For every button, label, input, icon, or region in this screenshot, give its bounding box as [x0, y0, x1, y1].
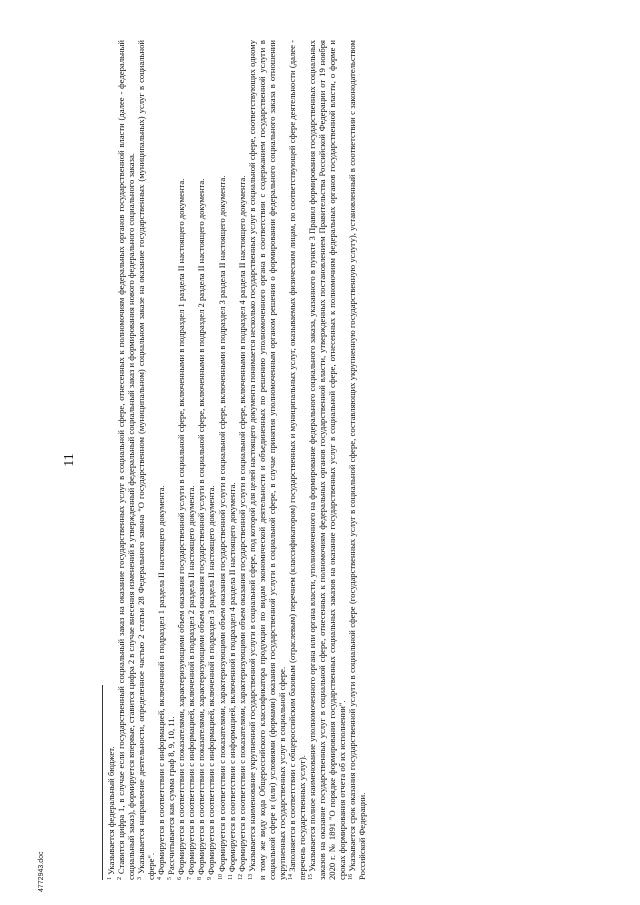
footnote-marker: 14 — [287, 874, 294, 880]
footnote-3 — [136, 40, 156, 880]
footnote-text: Формируется в соответствии с показателями, характеризующими объем оказания государственной услуги в социальной сфере, включенными в подраздел 2 раздела II настоящего документа. — [196, 178, 207, 877]
footnotes-list — [106, 40, 367, 880]
footnote-separator — [102, 685, 103, 880]
footnote-9 — [206, 40, 216, 880]
footnote-marker: 15 — [307, 874, 314, 880]
footnote-7 — [186, 40, 196, 880]
footnote-8 — [196, 40, 206, 880]
footnote-5 — [166, 40, 176, 880]
footnote-13 — [247, 40, 287, 880]
footnote-12 — [237, 40, 247, 880]
footnote-marker: 4 — [157, 877, 164, 880]
footnote-marker: 12 — [237, 874, 244, 880]
footnote-text: Ставится цифра 1, в случае если государственный социальный заказ на оказание государственных услуг в социальной сфере, отнесенных к полномочиям федеральных органов государственной власти (далее - федеральный социальный заказ), формируется впервые, ставится цифра 2 в случае внесения изменений в утвержденный федеральный социальный заказ и формирования нового федерального социального заказа. — [116, 40, 137, 880]
footnote-text: Указывается срок оказания государственной услуги в социальной сфере (государственных услуг в социальной сфере, составляющих укрупненную государственную услугу), установленный в соответствии с законодательством Российской Федерации. — [347, 40, 368, 880]
footnote-marker: 6 — [177, 877, 184, 880]
footnote-marker: 16 — [348, 874, 355, 880]
footnote-1 — [106, 40, 116, 880]
page-number: 11 — [62, 453, 77, 467]
footnote-4 — [156, 40, 166, 880]
footnote-marker: 9 — [207, 877, 214, 880]
footnote-marker: 13 — [247, 874, 254, 880]
footnote-text: Формируется в соответствии с информацией, включенной в подраздел 4 раздела II настоящего документа. — [226, 482, 237, 875]
footnote-marker: 2 — [117, 877, 124, 880]
footnote-marker: 10 — [217, 874, 224, 880]
footnote-text: Формируется в соответствии с показателями, характеризующими объем оказания государственной услуги в социальной сфере, включенными в подраздел 4 раздела II настоящего документа. — [236, 175, 247, 874]
footnote-text: Формируется в соответствии с показателями, характеризующими объем оказания государственной услуги в социальной сфере, включенными в подраздел 1 раздела II настоящего документа. — [176, 178, 187, 877]
footnote-2 — [116, 40, 136, 880]
footnote-marker: 11 — [227, 874, 234, 880]
footnote-text: Формируется в соответствии с информацией, включенной в подраздел 3 раздела II настоящего документа. — [206, 485, 217, 877]
footnote-marker: 7 — [187, 877, 194, 880]
rotated-page — [62, 40, 582, 880]
footnote-text: Формируется в соответствии с показателями, характеризующими объем оказания государственной услуги в социальной сфере, включенными в подраздел 3 раздела II настоящего документа. — [216, 175, 227, 874]
footnote-14 — [287, 40, 307, 880]
footnote-text: Формируется в соответствии с информацией, включенной в подраздел 2 раздела II настоящего документа. — [186, 485, 197, 877]
footnote-6 — [176, 40, 186, 880]
footnote-marker: 5 — [167, 877, 174, 880]
footnote-marker: 1 — [107, 877, 113, 880]
footnote-text: Рассчитывается как сумма граф 8, 9, 10, 11. — [166, 716, 177, 877]
footnote-text: Указывается направление деятельности, определенное частью 2 статьи 28 Федерального закона "О государственном (муниципальном) социальном заказе на оказание государственных (муниципальных) услуг в социальной сфере". — [136, 40, 157, 880]
footnote-text: Заполняется в соответствии с общероссийским базовым (отраслевым) перечнем (классификатором) государственных и муниципальных услуг, оказываемых физическим лицам, по соответствующей сфере деятельности (далее - перечень государственных услуг). — [286, 40, 307, 880]
footnote-10 — [217, 40, 227, 880]
footnote-16 — [347, 40, 367, 880]
footnote-text: Указывается федеральный бюджет. — [106, 746, 116, 877]
footnote-11 — [227, 40, 237, 880]
footnote-text: Указывается полное наименование уполномоченного органа или органа власти, уполномоченного на формирование федерального социального заказа, указанного в пункте 3 Правил формирования государственных социальных заказов на оказание государственных услуг в социальной сфере, отнесенных к полномочиям федеральных органов государственной власти, утвержденных постановлением Правительства Российской Федерации от 19 ноября 2020 г. № 1891 "О порядке формирования государственных социальных заказов на оказание государственных услуг в социальной сфере, отнесенных к полномочиям федеральных органов государственной власти, о форме и сроках формирования отчета об их исполнении". — [306, 40, 348, 880]
footnote-text: Формируется в соответствии с информацией, включенной в подраздел 1 раздела II настоящего документа. — [156, 485, 167, 877]
footnote-15 — [307, 40, 347, 880]
document-id: 4772943.doc — [38, 851, 45, 892]
footnote-text: Указывается наименование укрупненной государственной услуги в социальной сфере, под которой для целей настоящего документа понимается несколько государственных услуг в социальной сфере, соответствующих одному и тому же виду кода Общероссийского классификатора продукции по видам экономической деятельности и объединенных по решению уполномоченного органа в соответствии с содержанием государственной услуги в социальной сфере и (или) условиями (формами) оказания государственной услуги в социальной сфере, в случае принятия уполномоченным органом решения о формировании федерального социального заказа в отношении укрупненных государственных услуг в социальной сфере. — [246, 40, 287, 880]
footnote-marker: 3 — [137, 877, 144, 880]
footnote-marker: 8 — [197, 877, 204, 880]
